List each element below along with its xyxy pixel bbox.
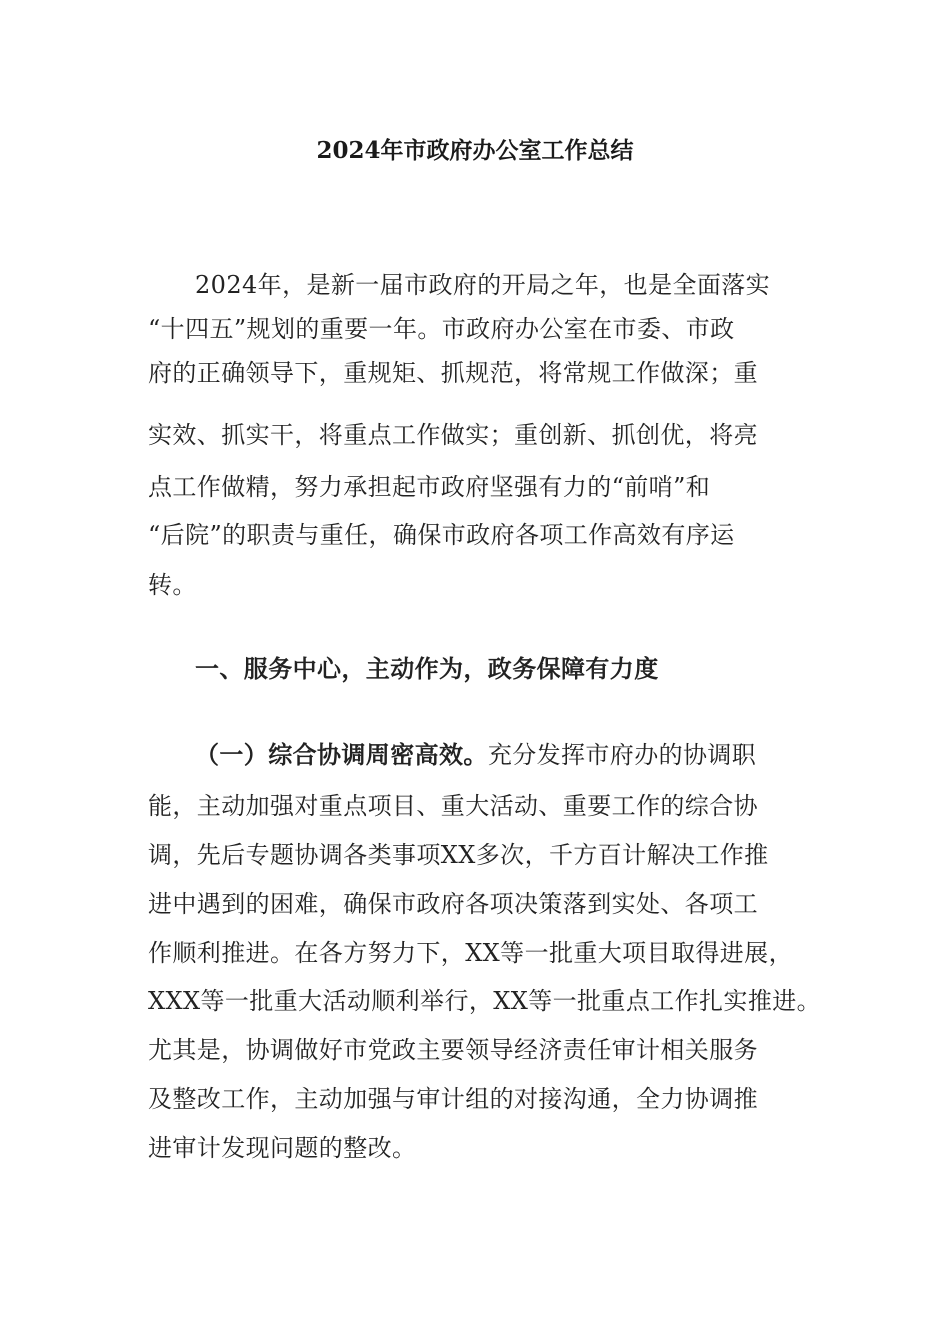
body-line: 作顺利推进。在各方努力下，XX等一批重大项目取得进展， [148,939,793,967]
body-line: 进中遇到的困难，确保市政府各项决策落到实处、各项工 [148,890,758,918]
intro-line: 2024年，是新一届市政府的开局之年，也是全面落实 [195,271,771,299]
body-line: XXX等一批重大活动顺利举行，XX等一批重点工作扎实推进。 [148,987,822,1015]
subsection-lead-rest: 充分发挥市府办的协调职 [487,741,757,769]
section-heading: 一、服务中心，主动作为，政务保障有力度 [195,654,659,683]
document-title: 2024年市政府办公室工作总结 [316,137,634,164]
subsection-lead: （一）综合协调周密高效。 [195,740,488,769]
intro-line: 点工作做精，努力承担起市政府坚强有力的“前哨”和 [148,473,711,501]
body-line: 调，先后专题协调各类事项XX多次，千方百计解决工作推 [148,841,769,869]
body-line: 尤其是，协调做好市党政主要领导经济责任审计相关服务 [148,1036,758,1064]
intro-line: “十四五”规划的重要一年。市政府办公室在市委、市政 [148,315,735,343]
intro-line: 府的正确领导下，重规矩、抓规范，将常规工作做深；重 [148,359,758,387]
body-line: 及整改工作，主动加强与审计组的对接沟通，全力协调推 [148,1085,758,1113]
body-line: 能，主动加强对重点项目、重大活动、重要工作的综合协 [148,792,758,820]
intro-line: “后院”的职责与重任，确保市政府各项工作高效有序运 [148,521,735,549]
intro-line: 转。 [148,571,197,599]
body-line: 进审计发现问题的整改。 [148,1134,417,1162]
intro-line: 实效、抓实干，将重点工作做实；重创新、抓创优，将亮 [148,421,758,449]
subsection-first-line [195,733,756,777]
